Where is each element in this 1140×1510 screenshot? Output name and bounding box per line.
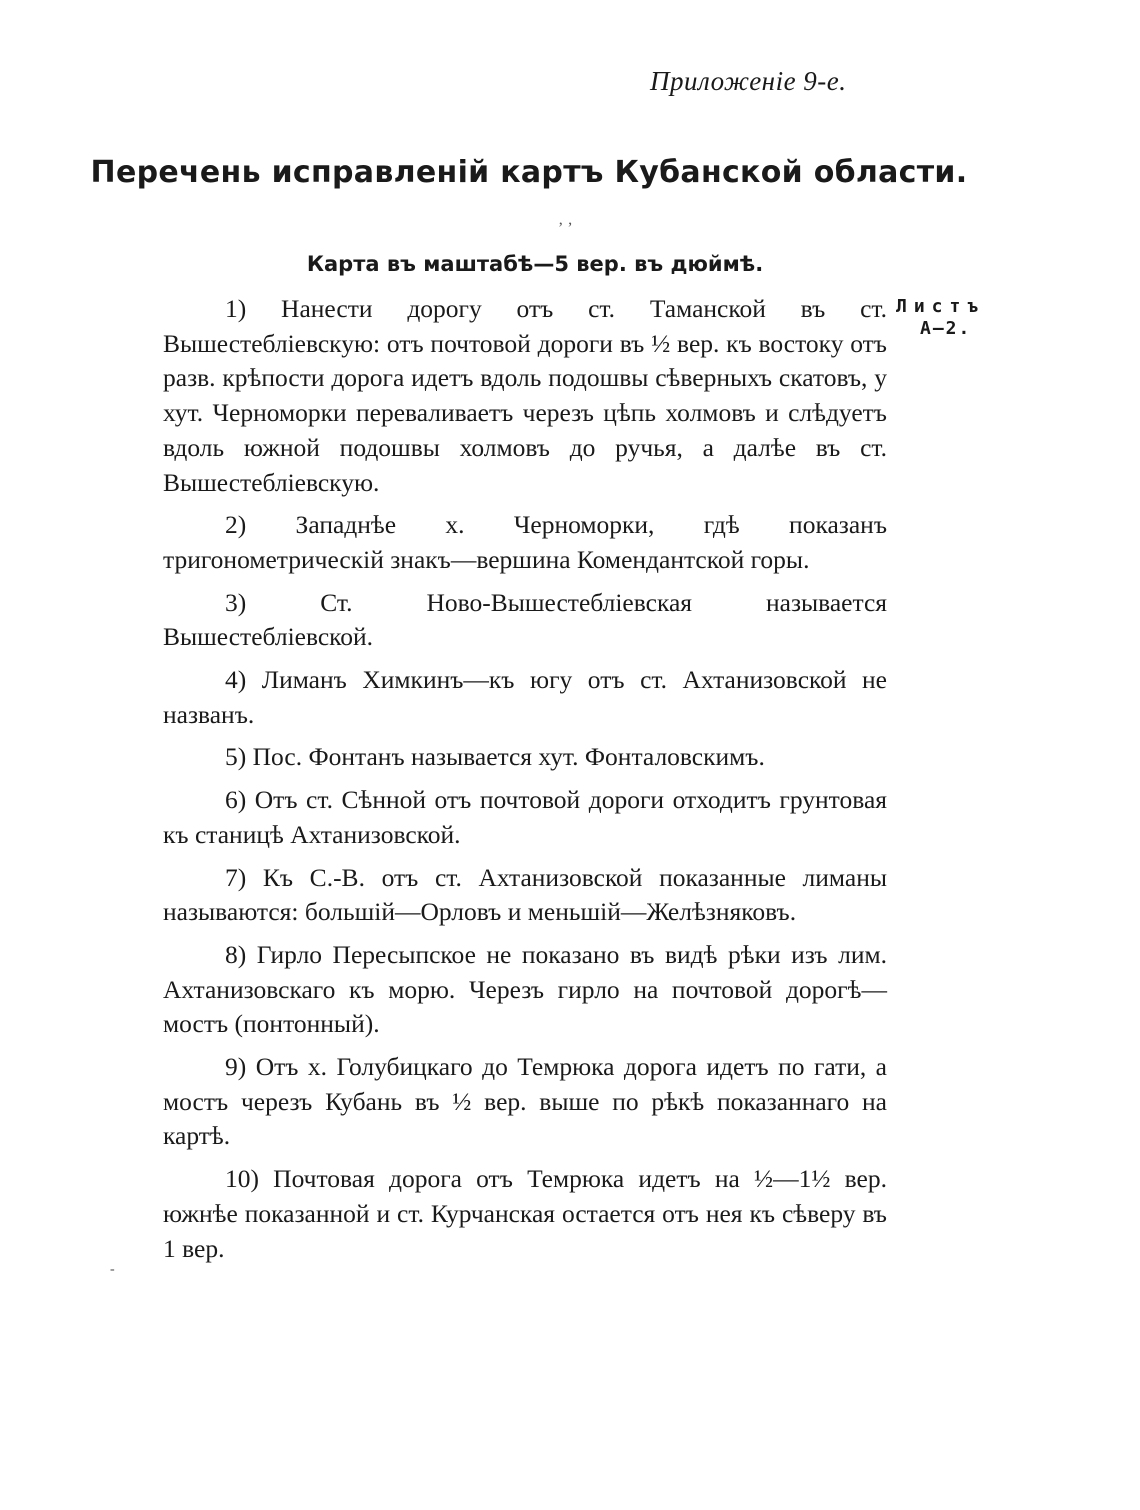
page-title: Перечень исправленiй картъ Кубанской области. (90, 155, 968, 190)
correction-item-9: 9) Отъ х. Голубицкаго до Темрюка дорога идетъ по гати, а мостъ черезъ Кубань въ ½ вер. выше по рѣкѣ показаннаго на картѣ. (163, 1052, 887, 1151)
correction-item-6: 6) Отъ ст. Сѣнной отъ почтовой дороги отходитъ грунтовая къ станицѣ Ахтанизовской. (163, 785, 887, 849)
stray-mark: - (110, 1262, 115, 1277)
correction-item-1: 1) Нанести дорогу отъ ст. Таманской въ ст. Вышестеблiевскую: отъ почтовой дороги въ ½ вер. къ востоку отъ разв. крѣпости дорога идетъ вдоль подошвы сѣверныхъ скатовъ, у хут. Черноморки переваливаетъ черезъ цѣпь холмовъ и слѣдуетъ вдоль южной подошвы холмовъ до ручья, а далѣе въ ст. Вышестеблiевскую. (163, 294, 887, 497)
correction-item-8: 8) Гирло Пересыпское не показано въ видѣ рѣки изъ лим. Ахтанизовскаго къ морю. Черезъ гирло на почтовой дорогѣ—мостъ (понтонный). (163, 939, 887, 1039)
correction-item-7: 7) Къ С.-В. отъ ст. Ахтанизовской показанные лиманы называются: большiй—Орловъ и меньшiй—Желѣзняковъ. (163, 862, 887, 927)
correction-item-2: 2) Западнѣе х. Черноморки, гдѣ показанъ тригонометрическiй знакъ—вершина Комендантской горы. (163, 510, 887, 574)
margin-note-label: Листъ (896, 296, 986, 317)
title-ornament: ‚ ‚ (558, 211, 573, 228)
correction-item-10: 10) Почтовая дорога отъ Темрюка идетъ на ½—1½ вер. южнѣе показанной и ст. Курчанская остается отъ нея къ сѣверу въ 1 вер. (163, 1164, 887, 1263)
correction-item-5: 5) Пос. Фонтанъ называется хут. Фонталовскимъ. (225, 742, 765, 772)
appendix-label: Приложенiе 9-е. (650, 66, 847, 96)
corrections-list (163, 292, 887, 1274)
margin-note-sheet: А—2. (920, 318, 972, 339)
margin-note (896, 296, 1026, 340)
correction-item-4: 4) Лиманъ Химкинъ—къ югу отъ ст. Ахтанизовской не названъ. (163, 665, 887, 729)
correction-item-3: 3) Ст. Ново-Вышестеблiевская называется Вышестеблiевской. (163, 587, 887, 652)
section-subtitle: Карта въ маштабѣ—5 вер. въ дюймѣ. (306, 252, 764, 276)
